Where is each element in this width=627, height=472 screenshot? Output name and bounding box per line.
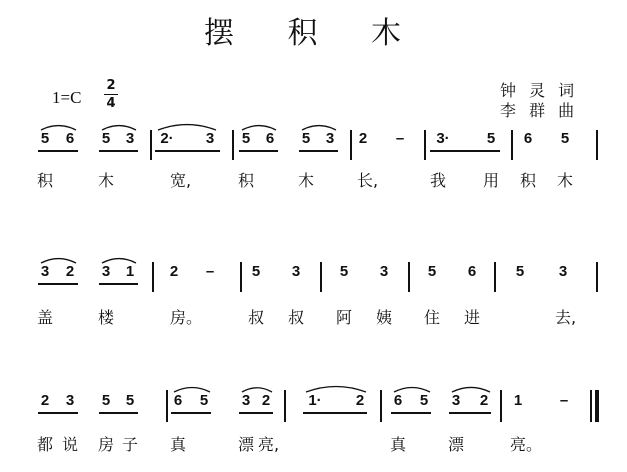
jianpu-note: 3 [101, 263, 111, 280]
jianpu-note: 6 [393, 392, 403, 409]
jianpu-note: 2· [160, 130, 174, 147]
jianpu-note: 2 [355, 392, 365, 409]
lyric-char: 真 [170, 435, 187, 454]
jianpu-note: 5 [427, 263, 437, 280]
lyric-char: 积 [37, 171, 54, 190]
lyric-char: 房 [98, 435, 115, 454]
jianpu-note: 5 [101, 392, 111, 409]
jianpu-note: 2 [358, 130, 368, 147]
lyric-char: 子 [122, 435, 139, 454]
jianpu-note: 6 [523, 130, 533, 147]
jianpu-note: 6 [65, 130, 75, 147]
jianpu-note: 2 [65, 263, 75, 280]
jianpu-note: 1 [513, 392, 523, 409]
lyric-char: 我 [430, 171, 447, 190]
lyric-char: 长, [357, 171, 379, 190]
jianpu-note: 5 [199, 392, 209, 409]
lyric-char: 楼 [98, 308, 115, 327]
slur-arc [242, 388, 272, 392]
lyric-char: 盖 [37, 308, 54, 327]
jianpu-note: 2 [169, 263, 179, 280]
jianpu-note: 5 [339, 263, 349, 280]
lyric-char: 亮, [258, 435, 280, 454]
lyric-char: 漂 [238, 435, 255, 454]
time-signature-bottom: 4 [106, 96, 116, 111]
jianpu-note: 3 [451, 392, 461, 409]
jianpu-note: 3 [325, 130, 335, 147]
jianpu-note: 6 [467, 263, 477, 280]
time-signature-top: 2 [106, 78, 116, 93]
lyric-char: 房。 [170, 308, 203, 327]
slur-arc [102, 259, 136, 263]
composer-credit: 李 群 曲 [500, 101, 579, 120]
jianpu-note: 3 [379, 263, 389, 280]
key-signature: 1=C [52, 88, 82, 107]
slur-arc [41, 259, 76, 263]
slur-arc [158, 125, 216, 130]
lyric-char: 说 [62, 435, 79, 454]
lyric-char: 姨 [376, 308, 393, 327]
jianpu-note: 3 [241, 392, 251, 409]
slur-arc [242, 126, 276, 130]
jianpu-note: – [559, 392, 569, 409]
lyric-char: 叔 [288, 308, 305, 327]
jianpu-note: 5 [125, 392, 135, 409]
lyric-char: 积 [238, 171, 255, 190]
lyric-char: 真 [390, 435, 407, 454]
lyric-char: 进 [464, 308, 481, 327]
lyric-char: 木 [298, 171, 315, 190]
jianpu-note: 2 [40, 392, 50, 409]
lyric-char: 亮。 [510, 435, 543, 454]
jianpu-note: 3 [205, 130, 215, 147]
jianpu-note: 1· [308, 392, 322, 409]
jianpu-note: 5 [241, 130, 251, 147]
lyric-char: 去, [555, 308, 577, 327]
song-title: 摆 积 木 [203, 16, 424, 51]
slur-arc [394, 388, 430, 393]
lyricist-credit: 钟 灵 词 [500, 81, 579, 100]
lyric-char: 木 [98, 171, 115, 190]
lyric-char: 用 [483, 171, 500, 190]
lyric-char: 木 [557, 171, 574, 190]
slur-arc [41, 126, 76, 130]
jianpu-note: 3 [65, 392, 75, 409]
jianpu-note: 2 [479, 392, 489, 409]
jianpu-note: 5 [515, 263, 525, 280]
lyric-char: 叔 [248, 308, 265, 327]
lyric-char: 都 [37, 435, 54, 454]
jianpu-note: 2 [261, 392, 271, 409]
jianpu-note: 5 [301, 130, 311, 147]
slur-arc [306, 387, 366, 393]
jianpu-note: 5 [560, 130, 570, 147]
jianpu-note: 5 [486, 130, 496, 147]
lyric-char: 漂 [448, 435, 465, 454]
slur-arc [102, 126, 136, 130]
slur-arc [302, 126, 336, 130]
lyric-char: 阿 [336, 308, 353, 327]
jianpu-note: 1 [125, 263, 135, 280]
lyric-char: 宽, [170, 171, 192, 190]
jianpu-note: 3 [558, 263, 568, 280]
slur-arc [174, 388, 210, 393]
jianpu-note: 5 [419, 392, 429, 409]
jianpu-note: 6 [265, 130, 275, 147]
jianpu-note: 3 [291, 263, 301, 280]
lyric-char: 积 [520, 171, 537, 190]
jianpu-note: 3· [436, 130, 450, 147]
jianpu-note: 5 [101, 130, 111, 147]
jianpu-note: – [205, 263, 215, 280]
jianpu-note: – [395, 130, 405, 147]
jianpu-note: 3 [40, 263, 50, 280]
jianpu-note: 3 [125, 130, 135, 147]
jianpu-note: 5 [251, 263, 261, 280]
lyric-char: 住 [424, 308, 441, 327]
slur-arc [452, 387, 490, 392]
jianpu-note: 6 [173, 392, 183, 409]
jianpu-note: 5 [40, 130, 50, 147]
